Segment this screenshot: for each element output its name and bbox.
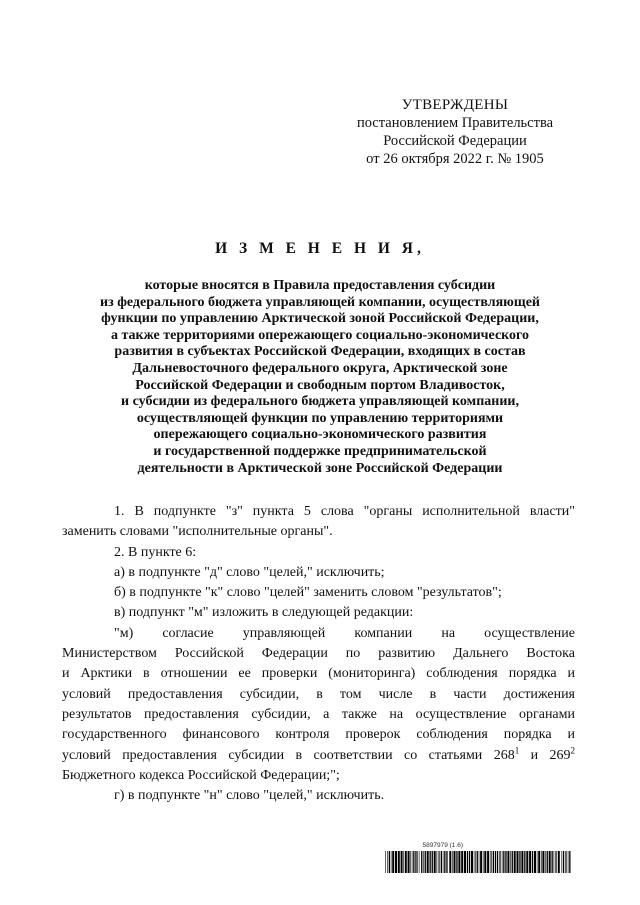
approval-title: УТВЕРЖДЕНЫ bbox=[401, 97, 509, 113]
approval-date: от 26 октября 2022 г. № 1905 bbox=[366, 151, 544, 167]
quote-line: и Арктики в отношении ее проверки (мониторинга) соблюдения порядка и bbox=[62, 666, 575, 682]
item-d: г) в подпункте "н" слово "целей," исключить. bbox=[114, 788, 385, 804]
subtitle-line: функции по управлению Арктической зоной Российской Федерации, bbox=[101, 311, 539, 327]
footer bbox=[385, 842, 573, 882]
item-c: в) подпункт "м" изложить в следующей редакции: bbox=[114, 605, 414, 621]
quote-text: условий предоставления субсидии в соответствии со статьями 268 bbox=[62, 747, 515, 763]
subtitle-line: Дальневосточного федерального округа, Арктической зоне bbox=[132, 360, 508, 376]
quote-line: условий предоставления субсидии, в том числе в части достижения bbox=[62, 686, 575, 702]
quote-text: и 269 bbox=[519, 747, 571, 763]
quote-line bbox=[62, 746, 575, 766]
document-title: И З М Е Н Е Н И Я, bbox=[215, 240, 425, 257]
approval-line: Российской Федерации bbox=[383, 133, 527, 149]
approval-line: постановлением Правительства bbox=[356, 115, 554, 131]
subtitle-line: и субсидии из федерального бюджета управляющей компании, bbox=[121, 394, 519, 410]
subtitle-line: Российской Федерации и свободным портом Владивосток, bbox=[135, 377, 505, 393]
superscript: 1 bbox=[514, 744, 520, 755]
quote-line: государственного финансового контроля проверок соблюдения порядка и bbox=[62, 727, 575, 743]
approval-stamp bbox=[340, 96, 570, 168]
document-body bbox=[62, 502, 575, 806]
quote-line: Министерством Российской Федерации по развитию Дальнего Востока bbox=[62, 646, 575, 662]
quote-line: "м) согласие управляющей компании на осуществление bbox=[114, 625, 575, 641]
document-subtitle bbox=[60, 278, 580, 477]
paragraph-2: 2. В пункте 6: bbox=[114, 544, 197, 560]
quote-line: результатов предоставления субсидии, а также на осуществление органами bbox=[62, 706, 575, 722]
item-a: а) в подпункте "д" слово "целей," исключить; bbox=[114, 564, 385, 580]
quote-line: Бюджетного кодекса Российской Федерации;"; bbox=[62, 767, 340, 783]
subtitle-line: осуществляющей функции по управлению территориями bbox=[136, 410, 504, 426]
document-code: 5897979 (1.6) bbox=[422, 842, 463, 849]
subtitle-line: а также территориями опережающего социально-экономического bbox=[110, 327, 530, 343]
subtitle-line: деятельности в Арктической зоне Российской Федерации bbox=[137, 460, 503, 476]
subtitle-line: которые вносятся в Правила предоставления субсидии bbox=[144, 278, 496, 293]
paragraph-1-line: заменить словами "исполнительные органы". bbox=[62, 524, 333, 540]
subtitle-line: из федерального бюджета управляющей компании, осуществляющей bbox=[100, 294, 540, 310]
document-heading bbox=[60, 240, 580, 477]
subtitle-line: опережающего социально-экономического развития bbox=[153, 427, 487, 443]
subtitle-line: и государственной поддержке предпринимательской bbox=[153, 443, 487, 459]
item-b: б) в подпункте "к" слово "целей" заменить словом "результатов"; bbox=[114, 585, 502, 601]
superscript: 2 bbox=[570, 744, 575, 755]
paragraph-1-line: 1. В подпункте "з" пункта 5 слова "органы исполнительной власти" bbox=[114, 504, 575, 519]
barcode-icon bbox=[385, 851, 573, 873]
subtitle-line: развития в субъектах Российской Федерации, входящих в состав bbox=[114, 344, 526, 360]
